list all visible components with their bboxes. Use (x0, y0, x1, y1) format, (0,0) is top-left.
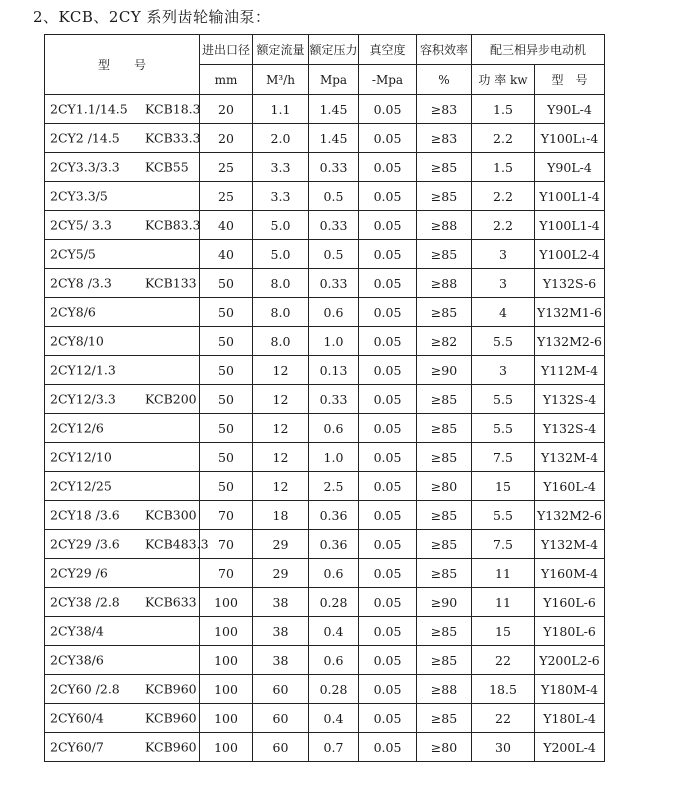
table-row (45, 588, 605, 617)
cell-pressure: 0.6 (309, 646, 359, 675)
cell-vacuum: 0.05 (359, 617, 417, 646)
cell-motor-power: 2.2 (472, 211, 535, 240)
model-name: 2CY12/6 (50, 420, 104, 436)
kcb-model: KCB55 (145, 159, 189, 175)
table-row (45, 211, 605, 240)
model-name: 2CY5/5 (50, 246, 96, 262)
cell-model (45, 269, 200, 298)
cell-diameter: 70 (200, 559, 253, 588)
table-row (45, 501, 605, 530)
cell-motor-model: Y200L2-6 (535, 646, 605, 675)
cell-motor-model: Y132S-4 (535, 414, 605, 443)
kcb-model: KCB960 (145, 681, 197, 697)
cell-model (45, 733, 200, 762)
cell-motor-power: 22 (472, 646, 535, 675)
cell-motor-model: Y180M-4 (535, 675, 605, 704)
cell-diameter: 100 (200, 733, 253, 762)
cell-model (45, 356, 200, 385)
cell-model (45, 530, 209, 559)
document-title: 2、KCB、2CY 系列齿轮输油泵： (33, 8, 271, 26)
cell-pressure: 0.36 (309, 501, 359, 530)
cell-model (45, 646, 200, 675)
kcb-model: KCB83.3 (145, 217, 201, 233)
cell-motor-power: 30 (472, 733, 535, 762)
cell-efficiency: ≥88 (417, 211, 472, 240)
model-name: 2CY38/4 (50, 623, 104, 639)
table-row (45, 646, 605, 675)
cell-motor-model: Y90L-4 (535, 153, 605, 182)
cell-motor-model: Y100L1-4 (535, 211, 605, 240)
cell-efficiency: ≥85 (417, 617, 472, 646)
cell-vacuum: 0.05 (359, 298, 417, 327)
cell-flow: 60 (253, 704, 309, 733)
header-efficiency-unit: % (417, 65, 472, 95)
model-name: 2CY38 /2.8 (50, 594, 120, 610)
cell-flow: 2.0 (253, 124, 309, 153)
header-flow-unit: M³/h (253, 65, 309, 95)
cell-motor-power: 15 (472, 617, 535, 646)
cell-vacuum: 0.05 (359, 733, 417, 762)
cell-efficiency: ≥85 (417, 646, 472, 675)
header-efficiency: 容积效率 (417, 35, 472, 65)
table-row (45, 559, 605, 588)
cell-motor-power: 3 (472, 356, 535, 385)
cell-flow: 12 (253, 414, 309, 443)
cell-model (45, 298, 200, 327)
cell-vacuum: 0.05 (359, 182, 417, 211)
cell-motor-power: 2.2 (472, 124, 535, 153)
table-row (45, 733, 605, 762)
cell-pressure: 0.5 (309, 240, 359, 269)
cell-efficiency: ≥85 (417, 298, 472, 327)
table-header (45, 35, 605, 95)
cell-model (45, 182, 200, 211)
cell-diameter: 50 (200, 298, 253, 327)
cell-diameter: 100 (200, 588, 253, 617)
table-row (45, 356, 605, 385)
table-row (45, 414, 605, 443)
cell-pressure: 0.7 (309, 733, 359, 762)
cell-vacuum: 0.05 (359, 588, 417, 617)
cell-motor-power: 5.5 (472, 327, 535, 356)
cell-pressure: 1.0 (309, 443, 359, 472)
cell-vacuum: 0.05 (359, 414, 417, 443)
model-name: 2CY29 /6 (50, 565, 108, 581)
cell-pressure: 2.5 (309, 472, 359, 501)
cell-pressure: 0.28 (309, 588, 359, 617)
cell-model (45, 153, 200, 182)
kcb-model: KCB633 (145, 594, 197, 610)
cell-motor-power: 15 (472, 472, 535, 501)
cell-model (45, 588, 200, 617)
cell-motor-power: 3 (472, 269, 535, 298)
cell-motor-model: Y132M-4 (535, 530, 605, 559)
cell-flow: 12 (253, 443, 309, 472)
table-row (45, 240, 605, 269)
cell-model (45, 675, 200, 704)
cell-efficiency: ≥83 (417, 124, 472, 153)
cell-motor-power: 3 (472, 240, 535, 269)
cell-flow: 29 (253, 530, 309, 559)
cell-motor-model: Y132S-4 (535, 385, 605, 414)
cell-vacuum: 0.05 (359, 269, 417, 298)
cell-motor-model: Y90L-4 (535, 95, 605, 124)
cell-vacuum: 0.05 (359, 327, 417, 356)
cell-motor-power: 5.5 (472, 414, 535, 443)
model-name: 2CY60/7 (50, 739, 104, 755)
cell-vacuum: 0.05 (359, 472, 417, 501)
model-name: 2CY12/10 (50, 449, 112, 465)
cell-motor-power: 11 (472, 559, 535, 588)
cell-efficiency: ≥85 (417, 153, 472, 182)
table-row (45, 298, 605, 327)
cell-flow: 8.0 (253, 327, 309, 356)
model-name: 2CY38/6 (50, 652, 104, 668)
model-name: 2CY29 /3.6 (50, 536, 120, 552)
cell-flow: 38 (253, 646, 309, 675)
header-vacuum-unit: -Mpa (359, 65, 417, 95)
header-vacuum: 真空度 (359, 35, 417, 65)
kcb-model: KCB960 (145, 710, 197, 726)
cell-flow: 38 (253, 617, 309, 646)
cell-diameter: 40 (200, 240, 253, 269)
header-diameter-unit: mm (200, 65, 253, 95)
cell-model (45, 327, 200, 356)
model-name: 2CY12/1.3 (50, 362, 116, 378)
model-name: 2CY60/4 (50, 710, 104, 726)
cell-pressure: 0.13 (309, 356, 359, 385)
cell-efficiency: ≥82 (417, 327, 472, 356)
cell-efficiency: ≥85 (417, 501, 472, 530)
kcb-model: KCB18.3 (145, 101, 201, 117)
table-row (45, 617, 605, 646)
header-flow: 额定流量 (253, 35, 309, 65)
cell-flow: 5.0 (253, 211, 309, 240)
cell-pressure: 0.5 (309, 182, 359, 211)
model-name: 2CY8/10 (50, 333, 104, 349)
cell-diameter: 100 (200, 646, 253, 675)
model-name: 2CY1.1/14.5 (50, 101, 128, 117)
cell-flow: 18 (253, 501, 309, 530)
cell-efficiency: ≥88 (417, 675, 472, 704)
model-name: 2CY18 /3.6 (50, 507, 120, 523)
cell-motor-model: Y132S-6 (535, 269, 605, 298)
cell-motor-model: Y200L-4 (535, 733, 605, 762)
cell-motor-model: Y132M2-6 (535, 327, 605, 356)
cell-motor-model: Y100L₁-4 (535, 124, 605, 153)
cell-diameter: 50 (200, 385, 253, 414)
cell-flow: 3.3 (253, 153, 309, 182)
cell-vacuum: 0.05 (359, 443, 417, 472)
cell-model (45, 617, 200, 646)
cell-pressure: 1.0 (309, 327, 359, 356)
cell-pressure: 0.33 (309, 385, 359, 414)
cell-efficiency: ≥90 (417, 356, 472, 385)
cell-model (45, 559, 200, 588)
cell-flow: 12 (253, 356, 309, 385)
header-diameter: 进出口径 (200, 35, 253, 65)
kcb-model: KCB133 (145, 275, 197, 291)
header-model: 型 号 (45, 35, 200, 95)
cell-efficiency: ≥85 (417, 240, 472, 269)
table-row (45, 95, 605, 124)
cell-efficiency: ≥85 (417, 704, 472, 733)
cell-flow: 5.0 (253, 240, 309, 269)
table-row (45, 182, 605, 211)
table-row (45, 530, 605, 559)
header-pressure: 额定压力 (309, 35, 359, 65)
cell-efficiency: ≥88 (417, 269, 472, 298)
cell-motor-model: Y180L-4 (535, 704, 605, 733)
kcb-model: KCB483.3 (145, 536, 209, 552)
cell-efficiency: ≥85 (417, 385, 472, 414)
cell-vacuum: 0.05 (359, 559, 417, 588)
kcb-model: KCB300 (145, 507, 197, 523)
cell-model (45, 385, 200, 414)
cell-diameter: 100 (200, 675, 253, 704)
cell-pressure: 0.33 (309, 211, 359, 240)
cell-motor-power: 7.5 (472, 530, 535, 559)
cell-diameter: 70 (200, 530, 253, 559)
table-row (45, 472, 605, 501)
cell-motor-model: Y160L-6 (535, 588, 605, 617)
cell-motor-power: 18.5 (472, 675, 535, 704)
cell-model (45, 414, 200, 443)
table-row (45, 385, 605, 414)
cell-vacuum: 0.05 (359, 95, 417, 124)
cell-vacuum: 0.05 (359, 124, 417, 153)
cell-model (45, 211, 200, 240)
model-name: 2CY5/ 3.3 (50, 217, 112, 233)
cell-vacuum: 0.05 (359, 240, 417, 269)
cell-motor-model: Y180L-6 (535, 617, 605, 646)
model-name: 2CY8 /3.3 (50, 275, 112, 291)
cell-vacuum: 0.05 (359, 211, 417, 240)
cell-efficiency: ≥85 (417, 182, 472, 211)
cell-diameter: 25 (200, 182, 253, 211)
cell-motor-power: 22 (472, 704, 535, 733)
model-name: 2CY2 /14.5 (50, 130, 120, 146)
cell-diameter: 70 (200, 501, 253, 530)
model-name: 2CY12/25 (50, 478, 112, 494)
table-row (45, 124, 605, 153)
cell-pressure: 0.33 (309, 153, 359, 182)
cell-efficiency: ≥85 (417, 414, 472, 443)
cell-diameter: 50 (200, 327, 253, 356)
kcb-model: KCB960 (145, 739, 197, 755)
cell-vacuum: 0.05 (359, 385, 417, 414)
cell-flow: 8.0 (253, 269, 309, 298)
cell-pressure: 0.6 (309, 298, 359, 327)
cell-diameter: 50 (200, 414, 253, 443)
cell-diameter: 20 (200, 124, 253, 153)
model-name: 2CY8/6 (50, 304, 96, 320)
cell-pressure: 1.45 (309, 95, 359, 124)
cell-vacuum: 0.05 (359, 704, 417, 733)
cell-diameter: 50 (200, 356, 253, 385)
cell-pressure: 1.45 (309, 124, 359, 153)
cell-model (45, 501, 200, 530)
cell-flow: 1.1 (253, 95, 309, 124)
cell-diameter: 25 (200, 153, 253, 182)
cell-pressure: 0.6 (309, 414, 359, 443)
cell-flow: 8.0 (253, 298, 309, 327)
cell-pressure: 0.4 (309, 617, 359, 646)
cell-efficiency: ≥85 (417, 443, 472, 472)
cell-diameter: 50 (200, 443, 253, 472)
cell-model (45, 472, 200, 501)
cell-motor-power: 5.5 (472, 501, 535, 530)
cell-efficiency: ≥83 (417, 95, 472, 124)
cell-model (45, 240, 200, 269)
cell-efficiency: ≥90 (417, 588, 472, 617)
cell-vacuum: 0.05 (359, 530, 417, 559)
cell-efficiency: ≥80 (417, 733, 472, 762)
kcb-model: KCB33.3 (145, 130, 201, 146)
cell-motor-power: 1.5 (472, 95, 535, 124)
cell-model (45, 443, 200, 472)
cell-motor-power: 7.5 (472, 443, 535, 472)
table-row (45, 327, 605, 356)
table-row (45, 675, 605, 704)
header-pressure-unit: Mpa (309, 65, 359, 95)
cell-efficiency: ≥80 (417, 472, 472, 501)
cell-vacuum: 0.05 (359, 501, 417, 530)
cell-pressure: 0.4 (309, 704, 359, 733)
cell-flow: 38 (253, 588, 309, 617)
cell-pressure: 0.28 (309, 675, 359, 704)
cell-motor-power: 1.5 (472, 153, 535, 182)
kcb-model: KCB200 (145, 391, 197, 407)
cell-diameter: 50 (200, 472, 253, 501)
cell-motor-model: Y132M1-6 (535, 298, 605, 327)
cell-motor-model: Y112M-4 (535, 356, 605, 385)
cell-flow: 12 (253, 385, 309, 414)
header-motor-model: 型 号 (535, 65, 605, 95)
cell-motor-model: Y132M-4 (535, 443, 605, 472)
cell-flow: 60 (253, 733, 309, 762)
cell-diameter: 100 (200, 617, 253, 646)
cell-vacuum: 0.05 (359, 356, 417, 385)
cell-pressure: 0.36 (309, 530, 359, 559)
cell-flow: 60 (253, 675, 309, 704)
cell-motor-power: 2.2 (472, 182, 535, 211)
cell-model (45, 704, 200, 733)
cell-vacuum: 0.05 (359, 675, 417, 704)
cell-flow: 3.3 (253, 182, 309, 211)
cell-motor-model: Y100L1-4 (535, 182, 605, 211)
cell-motor-model: Y160M-4 (535, 559, 605, 588)
cell-motor-power: 11 (472, 588, 535, 617)
table-body (45, 95, 605, 762)
cell-motor-model: Y100L2-4 (535, 240, 605, 269)
table-row (45, 443, 605, 472)
cell-flow: 12 (253, 472, 309, 501)
cell-model (45, 124, 200, 153)
cell-efficiency: ≥85 (417, 559, 472, 588)
table-row (45, 269, 605, 298)
cell-pressure: 0.6 (309, 559, 359, 588)
cell-diameter: 50 (200, 269, 253, 298)
table-row (45, 153, 605, 182)
cell-vacuum: 0.05 (359, 646, 417, 675)
model-name: 2CY3.3/3.3 (50, 159, 120, 175)
cell-diameter: 40 (200, 211, 253, 240)
cell-model (45, 95, 200, 124)
cell-motor-power: 5.5 (472, 385, 535, 414)
model-name: 2CY12/3.3 (50, 391, 116, 407)
cell-motor-power: 4 (472, 298, 535, 327)
cell-vacuum: 0.05 (359, 153, 417, 182)
table-row (45, 704, 605, 733)
header-motor: 配三相异步电动机 (472, 35, 605, 65)
cell-diameter: 100 (200, 704, 253, 733)
header-motor-power: 功 率 kw (472, 65, 535, 95)
pump-spec-table (44, 34, 605, 762)
model-name: 2CY60 /2.8 (50, 681, 120, 697)
cell-motor-model: Y160L-4 (535, 472, 605, 501)
cell-motor-model: Y132M2-6 (535, 501, 605, 530)
cell-pressure: 0.33 (309, 269, 359, 298)
cell-efficiency: ≥85 (417, 530, 472, 559)
cell-flow: 29 (253, 559, 309, 588)
model-name: 2CY3.3/5 (50, 188, 108, 204)
cell-diameter: 20 (200, 95, 253, 124)
